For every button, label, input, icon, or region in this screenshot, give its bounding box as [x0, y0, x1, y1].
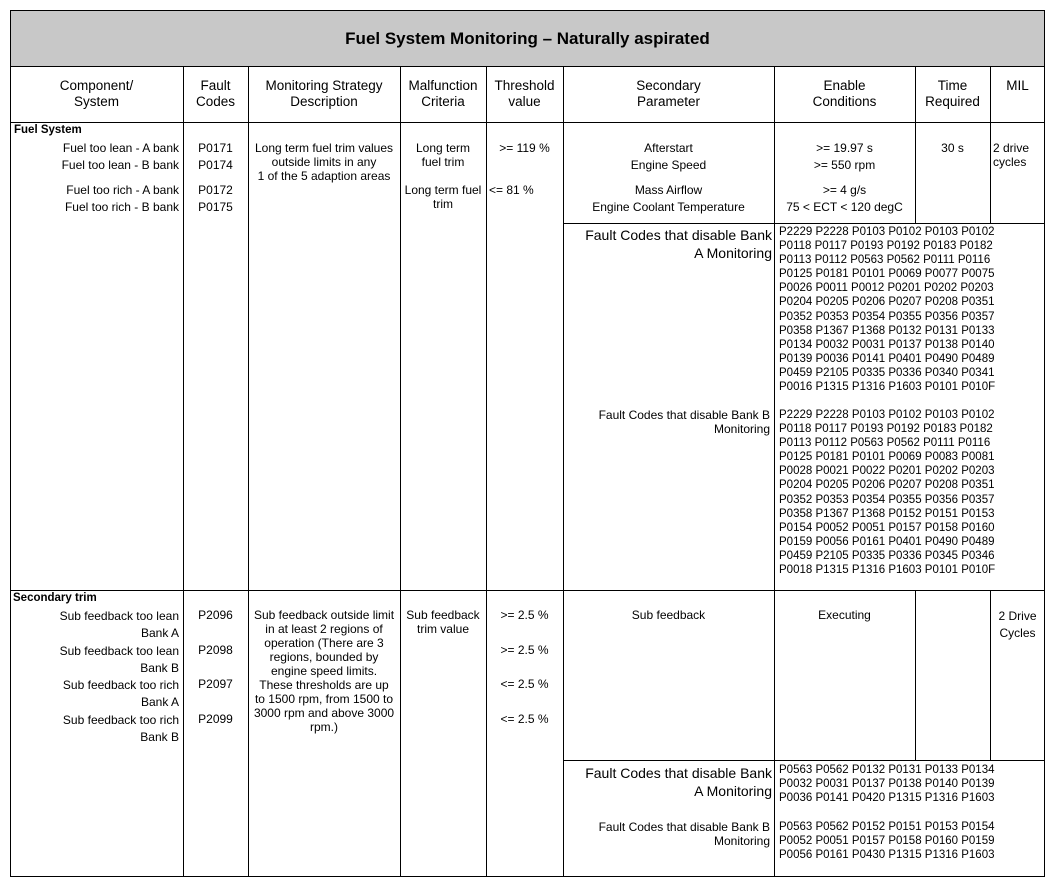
malfunction-criteria-rich: Long term fuel trim: [404, 183, 482, 211]
secondary-parameter: Mass Airflow: [634, 183, 703, 197]
header-enable: Enable Conditions: [812, 78, 877, 109]
mil-value: 2 Drive Cycles: [998, 609, 1037, 640]
component-name: Fuel too lean - B bank: [61, 158, 179, 172]
fault-code: P2096: [198, 608, 233, 622]
header-divider: [10, 122, 1045, 123]
enable-condition: 75 < ECT < 120 degC: [786, 200, 903, 214]
malfunction-criteria: Sub feedback trim value: [406, 608, 480, 636]
col-divider: [248, 67, 249, 877]
component-name: Sub feedback too lean Bank A: [59, 609, 179, 640]
strategy-description: Long term fuel trim values outside limits in any 1 of the 5 adaption areas: [254, 141, 394, 183]
header-time: Time Required: [925, 78, 980, 109]
bank-a-disable-label: Fault Codes that disable Bank A Monitoring: [585, 765, 772, 799]
fault-code: P0174: [198, 158, 233, 172]
secondary-parameter: Engine Speed: [630, 158, 707, 172]
header-component: Component/ System: [59, 78, 134, 109]
header-secondary: Secondary Parameter: [636, 78, 701, 109]
strategy-description: Sub feedback outside limit in at least 2 regions of operation (There are 3 regions, bounded by engine speed limits. These thresholds are up to 1500 rpm, from 1500 to 3000 rpm and above 3000 rpm.): [253, 608, 395, 734]
col-divider: [915, 590, 916, 760]
header-mil: MIL: [1006, 78, 1029, 93]
threshold-value: <= 81 %: [489, 183, 534, 197]
component-name: Sub feedback too lean Bank B: [59, 644, 179, 675]
bank-b-disable-label: Fault Codes that disable Bank B Monitoring: [598, 408, 770, 436]
bank-a-disable-label: Fault Codes that disable Bank A Monitoring: [585, 227, 772, 261]
component-name: Fuel too lean - A bank: [62, 141, 179, 155]
threshold-value: >= 119 %: [499, 141, 550, 155]
header-fault-codes: Fault Codes: [195, 78, 236, 109]
enable-condition: Executing: [818, 608, 871, 622]
fault-code: P2099: [198, 712, 233, 726]
section-label-secondary-trim: Secondary trim: [13, 592, 97, 604]
fault-code: P2098: [198, 643, 233, 657]
header-malfunction: Malfunction Criteria: [408, 78, 478, 109]
fault-code: P2097: [198, 677, 233, 691]
bank-a-fault-codes: P2229 P2228 P0103 P0102 P0103 P0102 P0118 P0117 P0193 P0192 P0183 P0182 P0113 P0112 P0563 P0562 P0111 P0116 P0125 P0181 P0101 P0069 P0077 P0075 P0026 P0011 P0012 P0201 P0202 P0203 P0204 P0205 P0206 P0207 P0208 P0351 P0352 P0353 P0354 P0355 P0356 P0357 P0358 P1367 P1368 P0132 P0131 P0133 P0134 P0032 P0031 P0137 P0138 P0140 P0139 P0036 P0141 P0401 P0490 P0489 P0459 P2105 P0335 P0336 P0340 P0341 P0016 P1315 P1316 P1603 P0101 P010F: [779, 226, 996, 394]
threshold-value: <= 2.5 %: [500, 712, 549, 726]
time-required: 30 s: [941, 141, 964, 155]
fault-code: P0171: [198, 141, 233, 155]
component-name: Sub feedback too rich Bank A: [62, 678, 179, 709]
bank-b-fault-codes: P2229 P2228 P0103 P0102 P0103 P0102 P0118 P0117 P0193 P0192 P0183 P0182 P0113 P0112 P0563 P0562 P0111 P0116 P0125 P0181 P0101 P0069 P0083 P0081 P0028 P0021 P0022 P0201 P0202 P0203 P0204 P0205 P0206 P0207 P0208 P0351 P0352 P0353 P0354 P0355 P0356 P0357 P0358 P1367 P1368 P0152 P0151 P0153 P0154 P0052 P0051 P0157 P0158 P0160 P0159 P0056 P0161 P0401 P0490 P0489 P0459 P2105 P0335 P0336 P0345 P0346 P0018 P1315 P1316 P1603 P0101 P010F: [779, 409, 996, 577]
threshold-value: <= 2.5 %: [500, 677, 549, 691]
bank-b-fault-codes: P0563 P0562 P0152 P0151 P0153 P0154 P0052 P0051 P0157 P0158 P0160 P0159 P0056 P0161 P0430 P1315 P1316 P1603: [779, 821, 995, 862]
enable-condition: >= 19.97 s: [816, 141, 873, 155]
col-divider: [486, 67, 487, 877]
threshold-value: >= 2.5 %: [500, 608, 549, 622]
fault-code: P0172: [198, 183, 233, 197]
param-divider-1: [563, 223, 774, 224]
secondary-parameter: Afterstart: [644, 141, 693, 155]
param-divider-2: [563, 760, 774, 761]
malfunction-criteria-lean: Long term fuel trim: [415, 141, 471, 169]
enable-condition: >= 4 g/s: [822, 183, 867, 197]
codes-top-line-2: [774, 760, 1045, 761]
component-name: Sub feedback too rich Bank B: [62, 713, 179, 744]
secondary-parameter: Sub feedback: [631, 608, 706, 622]
codes-top-line-1: [774, 223, 1045, 224]
threshold-value: >= 2.5 %: [500, 643, 549, 657]
header-strategy: Monitoring Strategy Description: [265, 78, 383, 109]
mil-value: 2 drive cycles: [993, 141, 1030, 169]
enable-condition: >= 550 rpm: [813, 158, 876, 172]
header-threshold: Threshold value: [494, 78, 555, 109]
bank-b-disable-label: Fault Codes that disable Bank B Monitoring: [598, 820, 770, 848]
section-divider: [10, 590, 1045, 591]
component-name: Fuel too rich - B bank: [64, 200, 179, 214]
secondary-parameter: Engine Coolant Temperature: [592, 200, 745, 214]
fault-code: P0175: [198, 200, 233, 214]
component-name: Fuel too rich - A bank: [66, 183, 179, 197]
section-label-fuel-system: Fuel System: [14, 124, 82, 136]
page-title: Fuel System Monitoring – Naturally aspirated: [10, 10, 1045, 67]
bank-a-fault-codes: P0563 P0562 P0132 P0131 P0133 P0134 P0032 P0031 P0137 P0138 P0140 P0139 P0036 P0141 P0420 P1315 P1316 P1603: [779, 764, 995, 805]
